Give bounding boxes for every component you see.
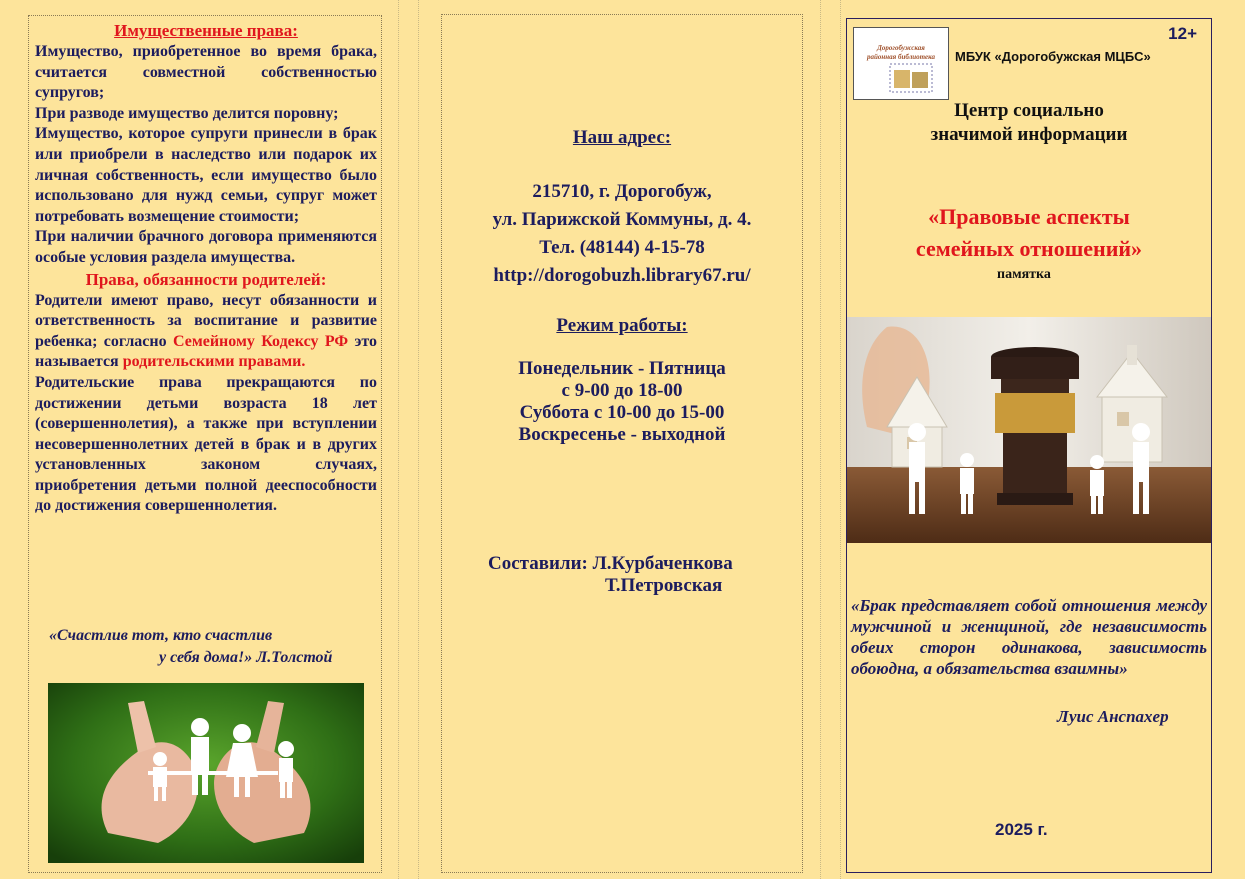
age-rating: 12+ <box>1168 24 1197 43</box>
fold-line <box>398 0 399 879</box>
gavel-houses-photo <box>847 317 1211 543</box>
property-item: Имущество, которое супруги принесли в брак или приобрели в наследство или подарок их личная собственность, если имущество было использовано для нужд семьи, супруг может потребовать возмещение стоимости; <box>35 125 377 225</box>
property-rights-heading: Имущественные права: <box>114 21 298 40</box>
org-name: МБУК «Дорогобужская МЦБС» <box>955 49 1151 64</box>
right-panel <box>846 18 1212 873</box>
address-block: 215710, г. Дорогобуж, ул. Парижской Коммуны, д. 4. Тел. (48144) 4-15-78 http://dorogobuzh.library67.ru/ <box>442 178 802 290</box>
fold-line <box>840 0 841 879</box>
anspacher-quote: «Брак представляет собой отношения между мужчиной и женщиной, где независимость обеих сторон одинакова, зависимость обоюдна, а обязательства взаимны» <box>851 596 1207 678</box>
property-item: При разводе имущество делится поровну; <box>35 104 339 122</box>
quote-author: Луис Анспахер <box>1057 707 1169 726</box>
parents-rights-termination: Родительские права прекращаются по достижении детьми возраста 18 лет (совершеннолетия), а также при вступлении несовершеннолетних детей в брак и в других установленных законом случаях, приобретения детьми полной дееспособности до достижения совершеннолетия. <box>35 373 377 515</box>
tolstoy-quote: «Счастлив тот, кто счастлив у себя дома!» Л.Толстой <box>49 627 333 666</box>
fold-line <box>820 0 821 879</box>
property-item: Имущество, приобретенное во время брака, считается совместной собственностью супругов; <box>35 43 377 102</box>
hours-heading: Режим работы: <box>556 315 688 336</box>
hands-family-photo <box>48 683 364 863</box>
address-heading: Наш адрес: <box>572 127 672 148</box>
parents-rights-text: Родители имеют право, несут обязанности и ответственность за воспитание и развитие ребенка; согласно Семейному Кодексу РФ это называется родительскими правами. <box>35 291 377 371</box>
authors-block: Составили: Л.Курбаченкова Т.Петровская <box>488 553 733 596</box>
middle-panel <box>441 14 803 873</box>
fold-line <box>418 0 419 879</box>
svg-text:районная библиотека: районная библиотека <box>866 53 936 61</box>
brochure-subtitle: памятка <box>997 267 1051 282</box>
website-link[interactable]: http://dorogobuzh.library67.ru/ <box>493 265 751 286</box>
property-item: При наличии брачного договора применяются особые условия раздела имущества. <box>35 228 377 266</box>
left-panel <box>28 15 382 873</box>
center-name: Центр социально значимой информации <box>930 100 1128 145</box>
library-logo <box>853 27 949 100</box>
hours-block: Понедельник - Пятница с 9-00 до 18-00 Суббота с 10-00 до 15-00 Воскресенье - выходной <box>518 358 726 445</box>
brochure-title: «Правовые аспекты семейных отношений» <box>915 204 1143 261</box>
parents-rights-heading: Права, обязанности родителей: <box>85 269 327 289</box>
svg-text:Дорогобужская: Дорогобужская <box>877 44 925 52</box>
year: 2025 г. <box>995 820 1048 839</box>
